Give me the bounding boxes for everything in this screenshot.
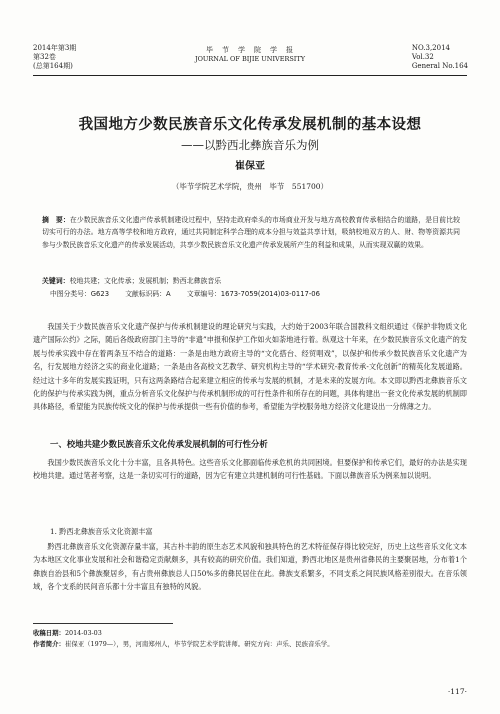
section-heading: 一、校地共建少数民族音乐文化传承发展机制的可行性分析 xyxy=(50,439,268,449)
intro-paragraph: 我国关于少数民族音乐文化遗产保护与传承机制建设的理论研究与实践，大约始于2003年联合国教科文组织通过《保护非物质文化遗产国际公约》之际，随后各级政府部门主导的“非遗”申报和保护工作如火如荼地进行着。纵观这十年来，在少数民族音乐文化遗产的发展与传承实践中存在着两条互不结合的道路：一条是由地方政府主导的“文化搭台、经贸唱戏”，以保护和传承少数民族音乐文化遗产为名，行发展地方经济之实的商业化道路；一条是由各高校文艺教学、研究机构主导的“学术研究-教育传承-文化创新”的精英化发展道路。经过这十多年的发展实践证明，只有这两条路结合起来建立相应的传承与发展的机制，才是未来的发展方向。本文即以黔西北彝族音乐文化的保护与传承实践为例，重点分析音乐文化保护与传承机制形成的可行性条件和所存在的问题，具体构建出一套文化传承发展的机制即具体路径，希望能为民族传统文化的保护与传承提供一些有价值的参考，希望能为学校服务地方经济文化建设出一分绵薄之力。 xyxy=(33,322,467,412)
subsection-heading: 1. 黔西北彝族音乐文化资源丰富 xyxy=(50,527,153,536)
author-name: 崔保亚 xyxy=(235,161,265,172)
footnote-rule xyxy=(33,623,173,624)
paper-subtitle: ——以黔西北彝族音乐为例 xyxy=(181,138,319,152)
general-issue-line-en: General No.164 xyxy=(411,62,468,70)
subsection-paragraph: 黔西北彝族音乐文化资源存量丰富，其古朴丰韵的原生态艺术风貌和独具特色的艺术特征保存得比较完好，历史上这些音乐文化文本为本地区文化事业发展和社会和谐稳定贡献颇多，具有较高的研究价值。我们知道，黔西北地区是贵州省彝民的主要聚居地，分布着1个彝族自治县和5个彝族聚居乡，有占贵州彝族总人口50%多的彝民居住在此。彝族支系繁多，不同支系之间民族风格差别很大。在音乐领域，各个支系的民间音乐都十分丰富且有独特的风貌。 xyxy=(33,542,467,592)
bio-label: 作者简介： xyxy=(33,640,65,648)
volume-line-en: Vol.32 xyxy=(411,53,434,61)
document-code: 文献标识码：A xyxy=(125,290,171,298)
classification-line xyxy=(50,289,460,300)
author-affiliation: （毕节学院艺术学院，贵州 毕节 551700） xyxy=(171,182,329,191)
section-paragraph: 我国少数民族音乐文化十分丰富，且各具特色。这些音乐文化都面临传承危机的共同困境。但要保护和传承它们，最好的办法是实现校地共建。通过笔者考察，这是一条切实可行的道路，因为它有建立共建机制的可行性基础。下面以彝族音乐为例来加以说明。 xyxy=(33,458,467,481)
journal-issue-info-en xyxy=(412,44,468,71)
author-bio xyxy=(33,639,467,649)
abstract-text: 在少数民族音乐文化遗产传承机制建设过程中，坚持走政府牵头的市场商业开发与地方高校教育传承相结合的道路，是目前比较切实可行的办法。地方高等学校和地方政府，通过共同制定科学合理的成本分担与效益共享计划，吸纳校地双方的人、财、物等资源共同参与少数民族音乐文化遗产的传承发展活动，共享少数民族音乐文化遗产传承发展所产生的利益和成果，从而实现双赢的效果。 xyxy=(42,216,460,249)
journal-name-en: JOURNAL OF BIJIE UNIVERSITY xyxy=(194,55,306,63)
keywords-label: 关键词： xyxy=(42,277,70,285)
journal-name-cn: 毕 节 学 院 学 报 xyxy=(206,46,294,54)
header-rule xyxy=(33,75,467,76)
abstract xyxy=(42,214,460,251)
page-number: ·117· xyxy=(447,687,467,696)
keywords-text: 校地共建；文化传承；发展机制；黔西北彝族音乐 xyxy=(69,277,222,285)
general-issue-line: (总第164期) xyxy=(33,62,73,70)
issue-line: 2014年第3期 xyxy=(33,44,77,52)
received-value: 2014-03-03 xyxy=(64,629,102,637)
intro-section xyxy=(33,320,467,414)
received-label: 收稿日期： xyxy=(33,629,65,637)
keywords xyxy=(42,276,460,287)
subsection-body xyxy=(33,540,467,594)
paper-title: 我国地方少数民族音乐文化传承发展机制的基本设想 xyxy=(78,117,422,133)
received-date xyxy=(33,628,467,638)
volume-line: 第32卷 xyxy=(33,53,56,61)
article-number: 文章编号：1673-7059(2014)03-0117-06 xyxy=(186,290,320,298)
abstract-label: 摘 要： xyxy=(42,216,70,224)
section-body xyxy=(33,456,467,483)
issue-line-en: NO.3,2014 xyxy=(411,44,450,52)
bio-text: 崔保亚（1979—），男，河南郑州人，毕节学院艺术学院讲师。研究方向：声乐、民族音乐学。 xyxy=(64,640,334,648)
clc-number: 中图分类号：G623 xyxy=(50,290,110,298)
